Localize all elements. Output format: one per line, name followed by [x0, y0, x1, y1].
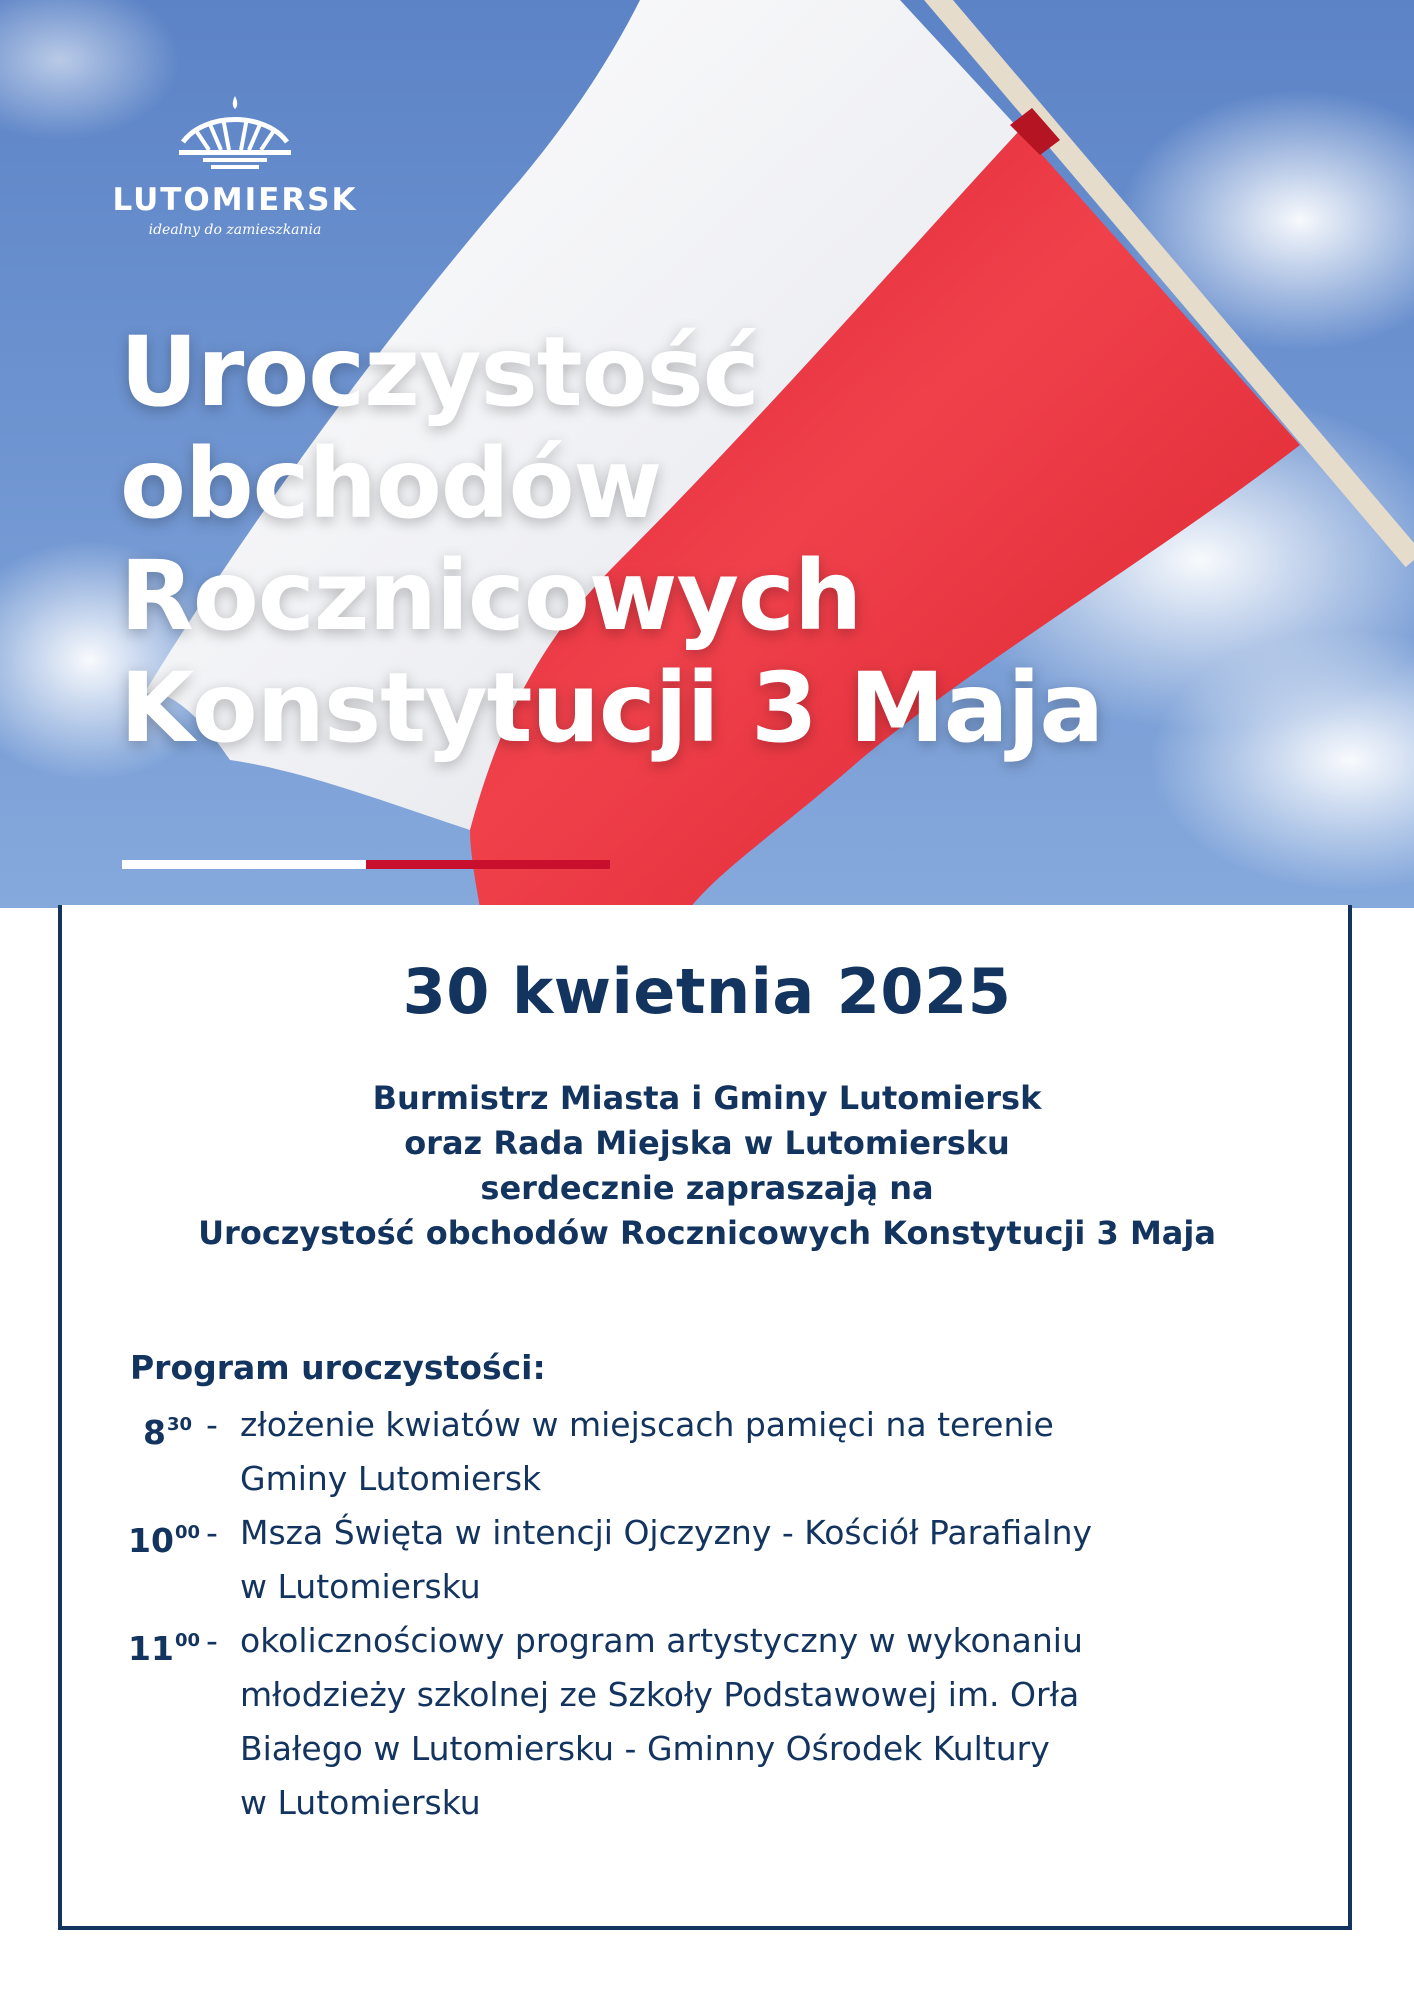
hero-title — [120, 316, 1320, 764]
program-description — [240, 1506, 1250, 1614]
program-line: Msza Święta w intencji Ojczyzny - Kościół Parafialny — [240, 1513, 1093, 1552]
municipality-logo — [100, 92, 370, 238]
program-line: okolicznościowy program artystyczny w wykonaniu — [240, 1621, 1083, 1660]
program-heading: Program uroczystości: — [130, 1348, 546, 1387]
white-red-accent-line — [122, 860, 610, 869]
program-description — [240, 1398, 1250, 1506]
program-line: młodzieży szkolnej ze Szkoły Podstawowej im. Orła — [240, 1675, 1080, 1714]
invitation-line: oraz Rada Miejska w Lutomiersku — [404, 1124, 1010, 1162]
program-time: $11^{00}$ — [128, 1629, 200, 1668]
program-description — [240, 1614, 1250, 1830]
logo-tagline: idealny do zamieszkania — [148, 222, 322, 238]
invitation-text — [0, 1076, 1414, 1256]
program-dash: - — [206, 1513, 218, 1552]
program-time: $10^{00}$ — [128, 1521, 200, 1560]
invitation-line: Uroczystość obchodów Rocznicowych Konstytucji 3 Maja — [198, 1214, 1216, 1252]
event-date: 30 kwietnia 2025 — [402, 955, 1012, 1028]
bridge-emblem-icon — [175, 92, 295, 172]
hero-title-line: Konstytucji 3 Maja — [120, 652, 1104, 764]
program-line: w Lutomiersku — [240, 1783, 481, 1822]
program-line: Białego w Lutomiersku - Gminny Ośrodek Kultury — [240, 1729, 1050, 1768]
invitation-line: serdecznie zapraszają na — [480, 1169, 934, 1207]
program-time: $8^{30}$ — [143, 1413, 193, 1452]
hero-title-line: Rocznicowych — [120, 540, 862, 652]
program-line: w Lutomiersku — [240, 1567, 481, 1606]
program-dash: - — [206, 1621, 218, 1660]
hero-title-line: Uroczystość — [120, 316, 759, 428]
invitation-line: Burmistrz Miasta i Gminy Lutomiersk — [372, 1079, 1042, 1117]
program-line: złożenie kwiatów w miejscach pamięci na terenie — [240, 1405, 1054, 1444]
logo-name: LUTOMIERSK — [112, 182, 358, 218]
program-dash: - — [206, 1405, 218, 1444]
hero-title-line: obchodów — [120, 428, 662, 540]
hero-section — [0, 0, 1414, 908]
program-line: Gminy Lutomiersk — [240, 1459, 542, 1498]
